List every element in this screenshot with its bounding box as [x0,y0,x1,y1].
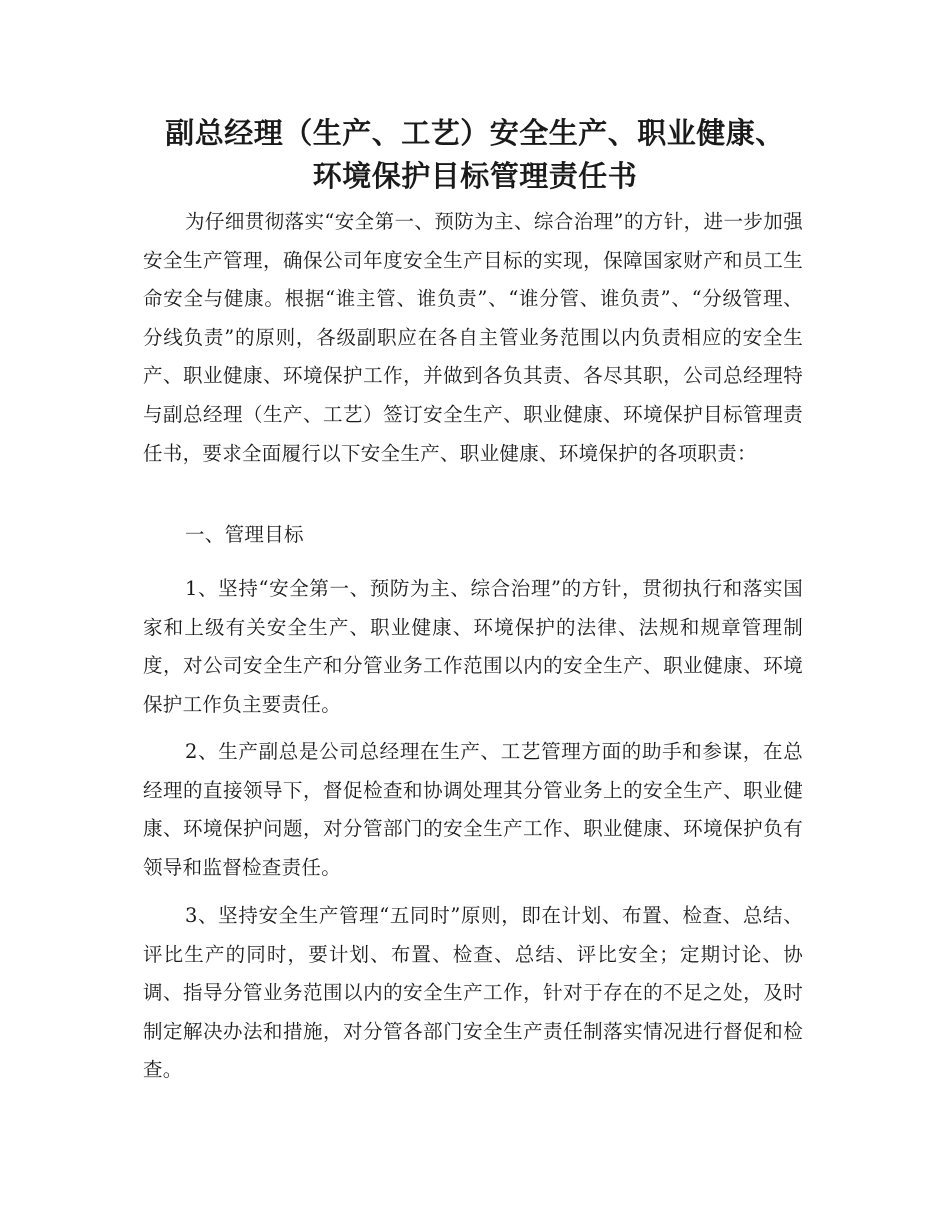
document-title-line2: 环境保护目标管理责任书 [312,159,638,193]
document-title-line1: 副总经理（生产、工艺）安全生产、职业健康、 [165,116,785,150]
intro-paragraph: 为仔细贯彻落实“安全第一、预防为主、综合治理”的方针，进一步加强安全生产管理，确保公司年度安全生产目标的实现，保障国家财产和员工生命安全与健康。根据“谁主管、谁负责”、“谁分管、谁负责”、“分级管理、分线负责”的原则，各级副职应在各自主管业务范围以内负责相应的安全生产、职业健康、环境保护工作，并做到各负其责、各尽其职，公司总经理特与副总经理（生产、工艺）签订安全生产、职业健康、环境保护目标管理责任书，要求全面履行以下安全生产、职业健康、环境保护的各项职责： [143,210,803,465]
list-item-2: 2、生产副总是公司总经理在生产、工艺管理方面的助手和参谋，在总经理的直接领导下，督促检查和协调处理其分管业务上的安全生产、职业健康、环境保护问题，对分管部门的安全生产工作、职业健康、环境保护负有领导和监督检查责任。 [143,740,803,879]
list-item-1: 1、坚持“安全第一、预防为主、综合治理”的方针，贯彻执行和落实国家和上级有关安全生产、职业健康、环境保护的法律、法规和规章管理制度，对公司安全生产和分管业务工作范围以内的安全生产、职业健康、环境保护工作负主要责任。 [143,577,803,716]
section-heading: 一、管理目标 [185,523,304,546]
list-item-3: 3、坚持安全生产管理“五同时”原则，即在计划、布置、检查、总结、评比生产的同时，要计划、布置、检查、总结、评比安全；定期讨论、协调、指导分管业务范围以内的安全生产工作，针对于存在的不足之处，及时制定解决办法和措施，对分管各部门安全生产责任制落实情况进行督促和检查。 [143,904,803,1082]
